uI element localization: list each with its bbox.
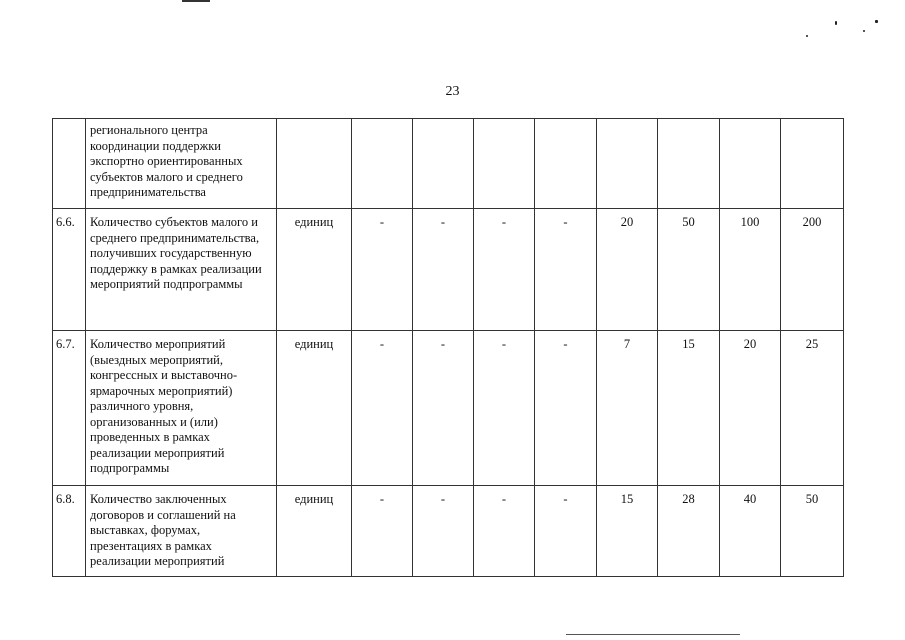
value-cell: 100 bbox=[720, 209, 781, 331]
unit-cell: единиц bbox=[277, 486, 352, 577]
scan-speck bbox=[835, 21, 837, 25]
value-cell: 25 bbox=[781, 331, 844, 486]
scan-mark-top bbox=[182, 0, 210, 2]
value-cell: - bbox=[413, 331, 474, 486]
signature-line bbox=[566, 634, 740, 635]
value-cell bbox=[597, 119, 658, 209]
value-cell: 20 bbox=[720, 331, 781, 486]
value-cell: 15 bbox=[658, 331, 720, 486]
value-cell: - bbox=[474, 209, 535, 331]
value-cell: - bbox=[352, 331, 413, 486]
value-cell bbox=[474, 119, 535, 209]
row-number: 6.8. bbox=[53, 486, 86, 577]
row-number: 6.7. bbox=[53, 331, 86, 486]
table-row bbox=[53, 486, 844, 577]
indicator-name: Количество заключенных договоров и соглашений на выставках, форумах, презентациях в рамках реализации мероприятий bbox=[86, 486, 277, 577]
unit-cell: единиц bbox=[277, 331, 352, 486]
value-cell: - bbox=[535, 209, 597, 331]
value-cell bbox=[781, 119, 844, 209]
value-cell: 40 bbox=[720, 486, 781, 577]
scan-speck bbox=[875, 20, 878, 23]
value-cell: - bbox=[474, 331, 535, 486]
table-row bbox=[53, 209, 844, 331]
value-cell: 50 bbox=[781, 486, 844, 577]
row-number bbox=[53, 119, 86, 209]
unit-cell: единиц bbox=[277, 209, 352, 331]
indicator-name: регионального центра координации поддержки экспортно ориентированных субъектов малого и среднего предпринимательства bbox=[86, 119, 277, 209]
indicators-table bbox=[52, 118, 844, 577]
value-cell: 15 bbox=[597, 486, 658, 577]
unit-cell bbox=[277, 119, 352, 209]
table-row bbox=[53, 331, 844, 486]
value-cell: - bbox=[352, 486, 413, 577]
value-cell bbox=[535, 119, 597, 209]
value-cell bbox=[720, 119, 781, 209]
value-cell bbox=[413, 119, 474, 209]
value-cell: - bbox=[352, 209, 413, 331]
indicator-name: Количество субъектов малого и среднего предпринимательства, получивших государственную поддержку в рамках реализации мероприятий подпрограммы bbox=[86, 209, 277, 331]
value-cell: - bbox=[535, 486, 597, 577]
value-cell: - bbox=[474, 486, 535, 577]
value-cell bbox=[658, 119, 720, 209]
value-cell: - bbox=[413, 486, 474, 577]
value-cell: 200 bbox=[781, 209, 844, 331]
value-cell: 7 bbox=[597, 331, 658, 486]
scan-speck bbox=[863, 30, 865, 32]
row-number: 6.6. bbox=[53, 209, 86, 331]
indicator-name: Количество мероприятий (выездных мероприятий, конгрессных и выставочно-ярмарочных мероприятий) различного уровня, организованных и (или) проведенных в рамках реализации мероприятий подпрограммы bbox=[86, 331, 277, 486]
value-cell bbox=[352, 119, 413, 209]
value-cell: - bbox=[535, 331, 597, 486]
value-cell: 20 bbox=[597, 209, 658, 331]
value-cell: - bbox=[413, 209, 474, 331]
page-number: 23 bbox=[445, 84, 460, 99]
value-cell: 28 bbox=[658, 486, 720, 577]
scan-speck bbox=[806, 35, 808, 37]
table-row bbox=[53, 119, 844, 209]
value-cell: 50 bbox=[658, 209, 720, 331]
